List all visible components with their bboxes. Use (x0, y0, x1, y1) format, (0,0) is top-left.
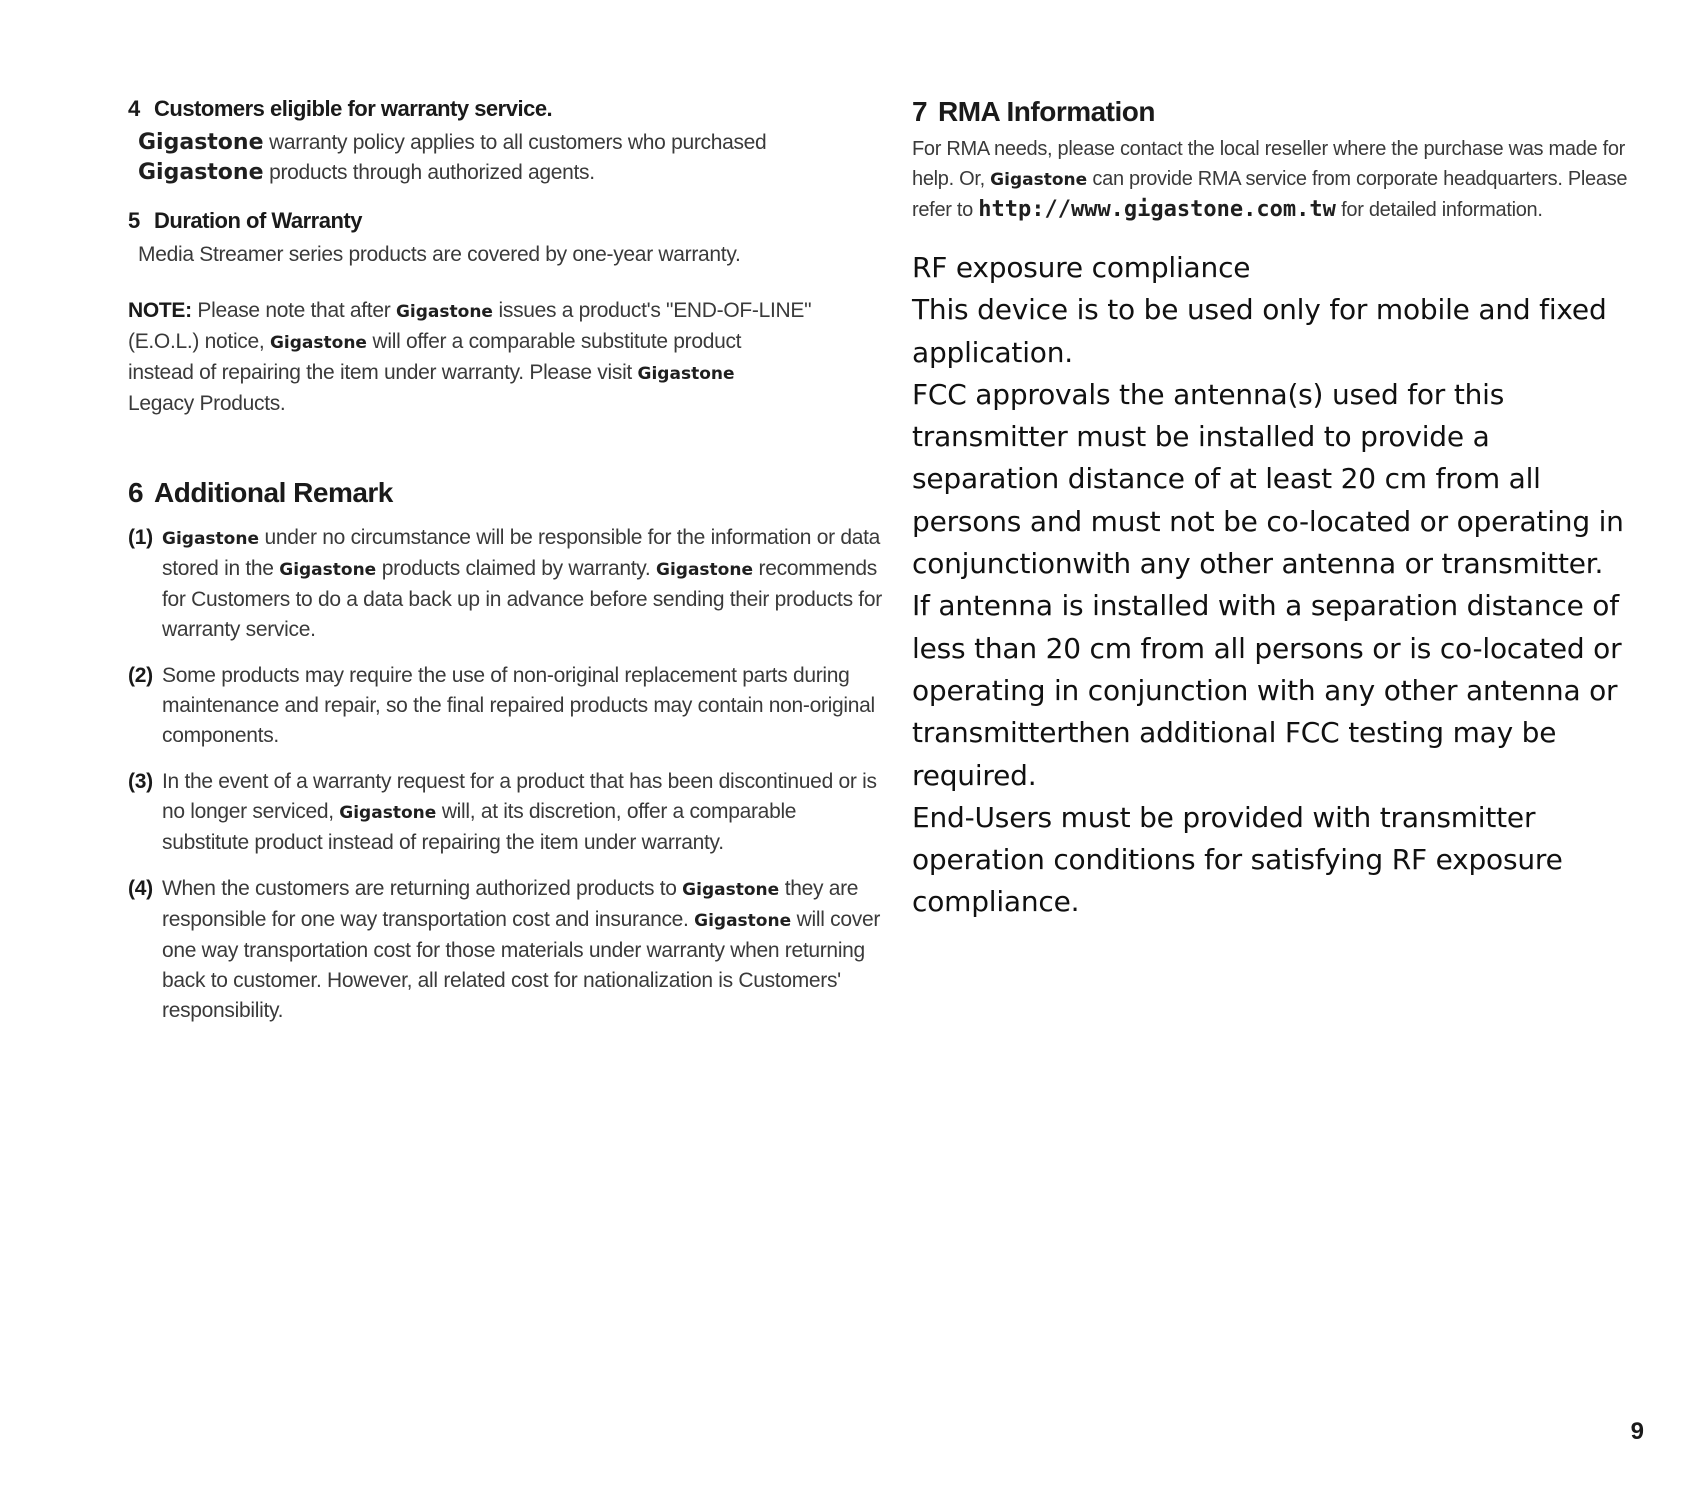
section-6-title: Additional Remark (154, 477, 393, 508)
remark-item (128, 874, 888, 1026)
rf-line: compliance. (912, 885, 1080, 919)
section-4-title: Customers eligible for warranty service. (154, 96, 553, 121)
note-text-3: (E.O.L.) notice, (128, 330, 265, 353)
note-text-6: Legacy Products. (128, 392, 286, 415)
brand-name: Gigastone (339, 803, 437, 823)
section-5-number: 5 (128, 208, 140, 233)
rf-line: operating in conjunction with any other antenna or (912, 673, 1618, 707)
rma-body (912, 134, 1632, 225)
gigastone-website-link[interactable]: http://www.gigastone.com.tw (978, 197, 1336, 222)
remark-4-text-a: When the customers are returning authorized products to (162, 877, 677, 900)
rma-text-1: For RMA needs, please contact the local reseller where the purchase was made for help. Or, (912, 138, 1626, 190)
remark-index: (4) (128, 877, 153, 900)
section-5-heading (128, 208, 888, 234)
note-text-2: issues a product's "END-OF-LINE" (498, 299, 812, 322)
section-7-title: RMA Information (938, 96, 1155, 127)
remark-item (128, 661, 888, 751)
rma-text-3: for detailed information. (1341, 199, 1543, 221)
rf-line: transmitter must be installed to provide a (912, 420, 1490, 454)
brand-name: Gigastone (269, 333, 367, 353)
rf-line: RF exposure compliance (912, 251, 1251, 284)
rf-line: End-Users must be provided with transmitter (912, 800, 1536, 834)
remark-4-text-c: will cover one way transportation cost for those materials under warranty when returning back to customer. However, all related cost for nationalization is Customers' responsibility. (162, 908, 881, 1022)
remark-3-text-b: will, at its discretion, offer a comparable substitute product instead of repairing the item under warranty. (162, 800, 797, 854)
rf-line: If antenna is installed with a separation distance of (912, 589, 1619, 623)
rf-line: application. (912, 335, 1073, 369)
brand-name: Gigastone (138, 130, 264, 155)
note-label: NOTE: (128, 299, 192, 322)
section-rma-information (912, 96, 1632, 225)
note-text (128, 296, 888, 419)
brand-name: Gigastone (395, 302, 493, 322)
note-text-1: Please note that after (197, 299, 391, 322)
section-4-number: 4 (128, 96, 140, 121)
section-customers-eligible (128, 96, 888, 188)
note-text-5: instead of repairing the item under warranty. Please visit (128, 361, 632, 384)
section-7-number: 7 (912, 96, 928, 127)
rf-line: required. (912, 758, 1037, 792)
rf-line: less than 20 cm from all persons or is co-located or (912, 631, 1622, 665)
rf-line: persons and must not be co-located or operating in (912, 504, 1624, 538)
remark-4-text-b: they are responsible for one way transportation cost and insurance. (162, 877, 859, 931)
section-additional-remark (128, 477, 888, 1026)
remark-item (128, 523, 888, 645)
section-duration-of-warranty (128, 208, 888, 270)
brand-name: Gigastone (279, 560, 377, 580)
page-number: 9 (1630, 1418, 1644, 1445)
remark-list (128, 523, 888, 1026)
remark-1-text-c: recommends for Customers to do a data back up in advance before sending their products for warranty service. (162, 557, 882, 641)
remark-2-text: Some products may require the use of non-original replacement parts during maintenance and repair, so the final repaired products may contain non-original components. (162, 664, 875, 747)
brand-name: Gigastone (682, 880, 780, 900)
section-4-text-1: warranty policy applies to all customers who purchased (269, 131, 767, 154)
rf-line: transmitterthen additional FCC testing may be (912, 716, 1557, 750)
section-7-heading (912, 96, 1632, 128)
remark-index: (3) (128, 770, 153, 793)
rf-exposure-compliance (912, 247, 1632, 924)
brand-name: Gigastone (990, 170, 1088, 190)
remark-index: (1) (128, 526, 153, 549)
right-column (912, 96, 1632, 924)
remark-1-text-a: under no circumstance will be responsible for the information or data stored in the (162, 526, 880, 580)
brand-name: Gigastone (637, 364, 735, 384)
rma-text-2: can provide RMA service from corporate headquarters. Please refer to (912, 168, 1628, 221)
remark-index: (2) (128, 664, 153, 687)
rf-line: conjunctionwith any other antenna or transmitter. (912, 547, 1604, 581)
brand-name: Gigastone (694, 911, 792, 931)
rf-line: separation distance of at least 20 cm from all (912, 462, 1541, 496)
rf-line: FCC approvals the antenna(s) used for this (912, 377, 1505, 411)
section-5-body: Media Streamer series products are covered by one-year warranty. (138, 243, 741, 266)
section-4-body (128, 128, 888, 188)
brand-name: Gigastone (162, 529, 259, 549)
section-4-heading (128, 96, 888, 122)
rf-line: This device is to be used only for mobile and fixed (912, 293, 1607, 327)
remark-1-text-b: products claimed by warranty. (381, 557, 651, 580)
note-block (128, 296, 888, 419)
section-6-heading (128, 477, 888, 509)
remark-item (128, 767, 888, 858)
left-column (128, 96, 888, 1042)
rf-line: operation conditions for satisfying RF exposure (912, 843, 1563, 877)
brand-name: Gigastone (656, 560, 753, 580)
brand-name: Gigastone (138, 160, 264, 185)
remark-3-text-a: In the event of a warranty request for a product that has been discontinued or is no longer serviced, (162, 770, 877, 823)
section-5-title: Duration of Warranty (154, 208, 362, 233)
note-text-4: will offer a comparable substitute product (372, 330, 742, 353)
section-6-number: 6 (128, 477, 144, 508)
section-4-text-2: products through authorized agents. (269, 161, 595, 184)
